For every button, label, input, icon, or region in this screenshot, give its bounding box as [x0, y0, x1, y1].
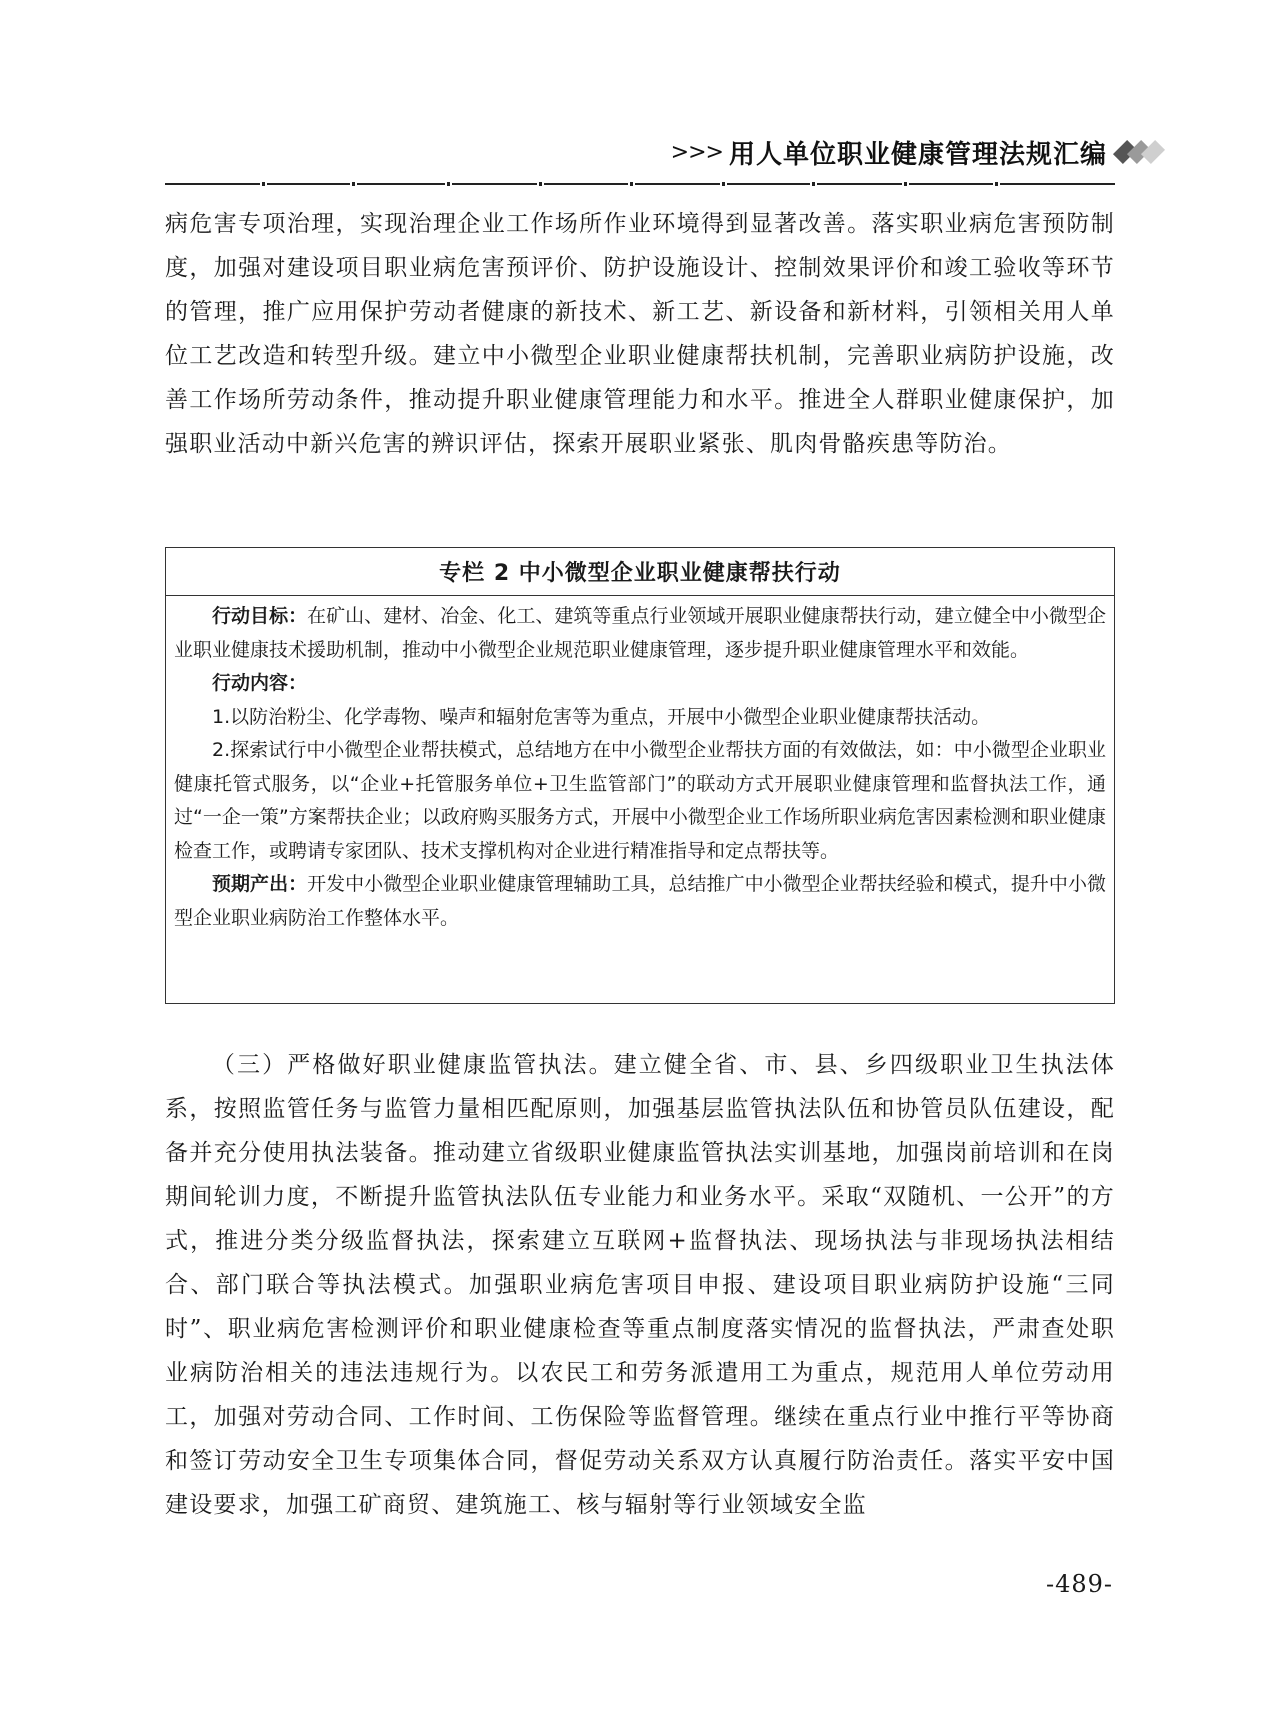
expected-output-label: 预期产出： [212, 873, 308, 895]
action-goal-label: 行动目标： [212, 605, 308, 627]
diamond-ornament-icon [1121, 142, 1163, 162]
action-goal-text: 在矿山、建材、冶金、化工、建筑等重点行业领域开展职业健康帮扶行动，建立健全中小微型企业职业健康技术援助机制，推动中小微型企业规范职业健康管理，逐步提升职业健康管理水平和效能。 [174, 605, 1106, 661]
action-content-heading: 行动内容： [212, 672, 308, 694]
box-body [166, 596, 1114, 935]
book-title: 用人单位职业健康管理法规汇编 [728, 139, 1107, 170]
expected-output [174, 868, 1106, 935]
sidebar-box-column-2 [165, 547, 1115, 1004]
page-number: -489- [1045, 1570, 1113, 1598]
section-body: 建立健全省、市、县、乡四级职业卫生执法体系，按照监管任务与监管力量相匹配原则，加强基层监管执法队伍和协管员队伍建设，配备并充分使用执法装备。推动建立省级职业健康监管执法实训基地，加强岗前培训和在岗期间轮训力度，不断提升监管执法队伍专业能力和业务水平。采取“双随机、一公开”的方式，推进分类分级监督执法，探索建立互联网+监督执法、现场执法与非现场执法相结合、部门联合等执法模式。加强职业病危害项目申报、建设项目职业病防护设施“三同时”、职业病危害检测评价和职业健康检查等重点制度落实情况的监督执法，严肃查处职业病防治相关的违法违规行为。以农民工和劳务派遣用工为重点，规范用人单位劳动用工，加强对劳动合同、工作时间、工伤保险等监督管理。继续在重点行业中推行平等协商和签订劳动安全卫生专项集体合同，督促劳动关系双方认真履行防治责任。落实平安中国建设要求，加强工矿商贸、建筑施工、核与辐射等行业领域安全监 [165, 1052, 1115, 1518]
action-item-2: 2.探索试行中小微型企业帮扶模式，总结地方在中小微型企业帮扶方面的有效做法，如：中小微型企业职业健康托管式服务，以“企业+托管服务单位+卫生监管部门”的联动方式开展职业健康管理和监督执法工作，通过“一企一策”方案帮扶企业；以政府购买服务方式，开展中小微型企业工作场所职业病危害因素检测和职业健康检查工作，或聘请专家团队、技术支撑机构对企业进行精准指导和定点帮扶等。 [174, 739, 1106, 862]
running-header [671, 132, 1163, 172]
section-heading: （三）严格做好职业健康监管执法。 [211, 1052, 614, 1078]
box-title: 专栏 2 中小微型企业职业健康帮扶行动 [166, 548, 1114, 596]
action-goal [174, 600, 1106, 667]
action-item-1: 1.以防治粉尘、化学毒物、噪声和辐射危害等为重点，开展中小微型企业职业健康帮扶活动。 [212, 705, 991, 728]
expected-output-text: 开发中小微型企业职业健康管理辅助工具，总结推广中小微型企业帮扶经验和模式，提升中小微型企业职业病防治工作整体水平。 [174, 873, 1106, 929]
header-rule [165, 180, 1115, 188]
body-paragraph-1: 病危害专项治理，实现治理企业工作场所作业环境得到显著改善。落实职业病危害预防制度，加强对建设项目职业病危害预评价、防护设施设计、控制效果评价和竣工验收等环节的管理，推广应用保护劳动者健康的新技术、新工艺、新设备和新材料，引领相关用人单位工艺改造和转型升级。建立中小微型企业职业健康帮扶机制，完善职业病防护设施，改善工作场所劳动条件，推动提升职业健康管理能力和水平。推进全人群职业健康保护，加强职业活动中新兴危害的辨识评估，探索开展职业紧张、肌肉骨骼疾患等防治。 [165, 211, 1115, 457]
header-arrows: >>> [670, 139, 723, 165]
body-paragraph-2 [165, 1043, 1115, 1527]
